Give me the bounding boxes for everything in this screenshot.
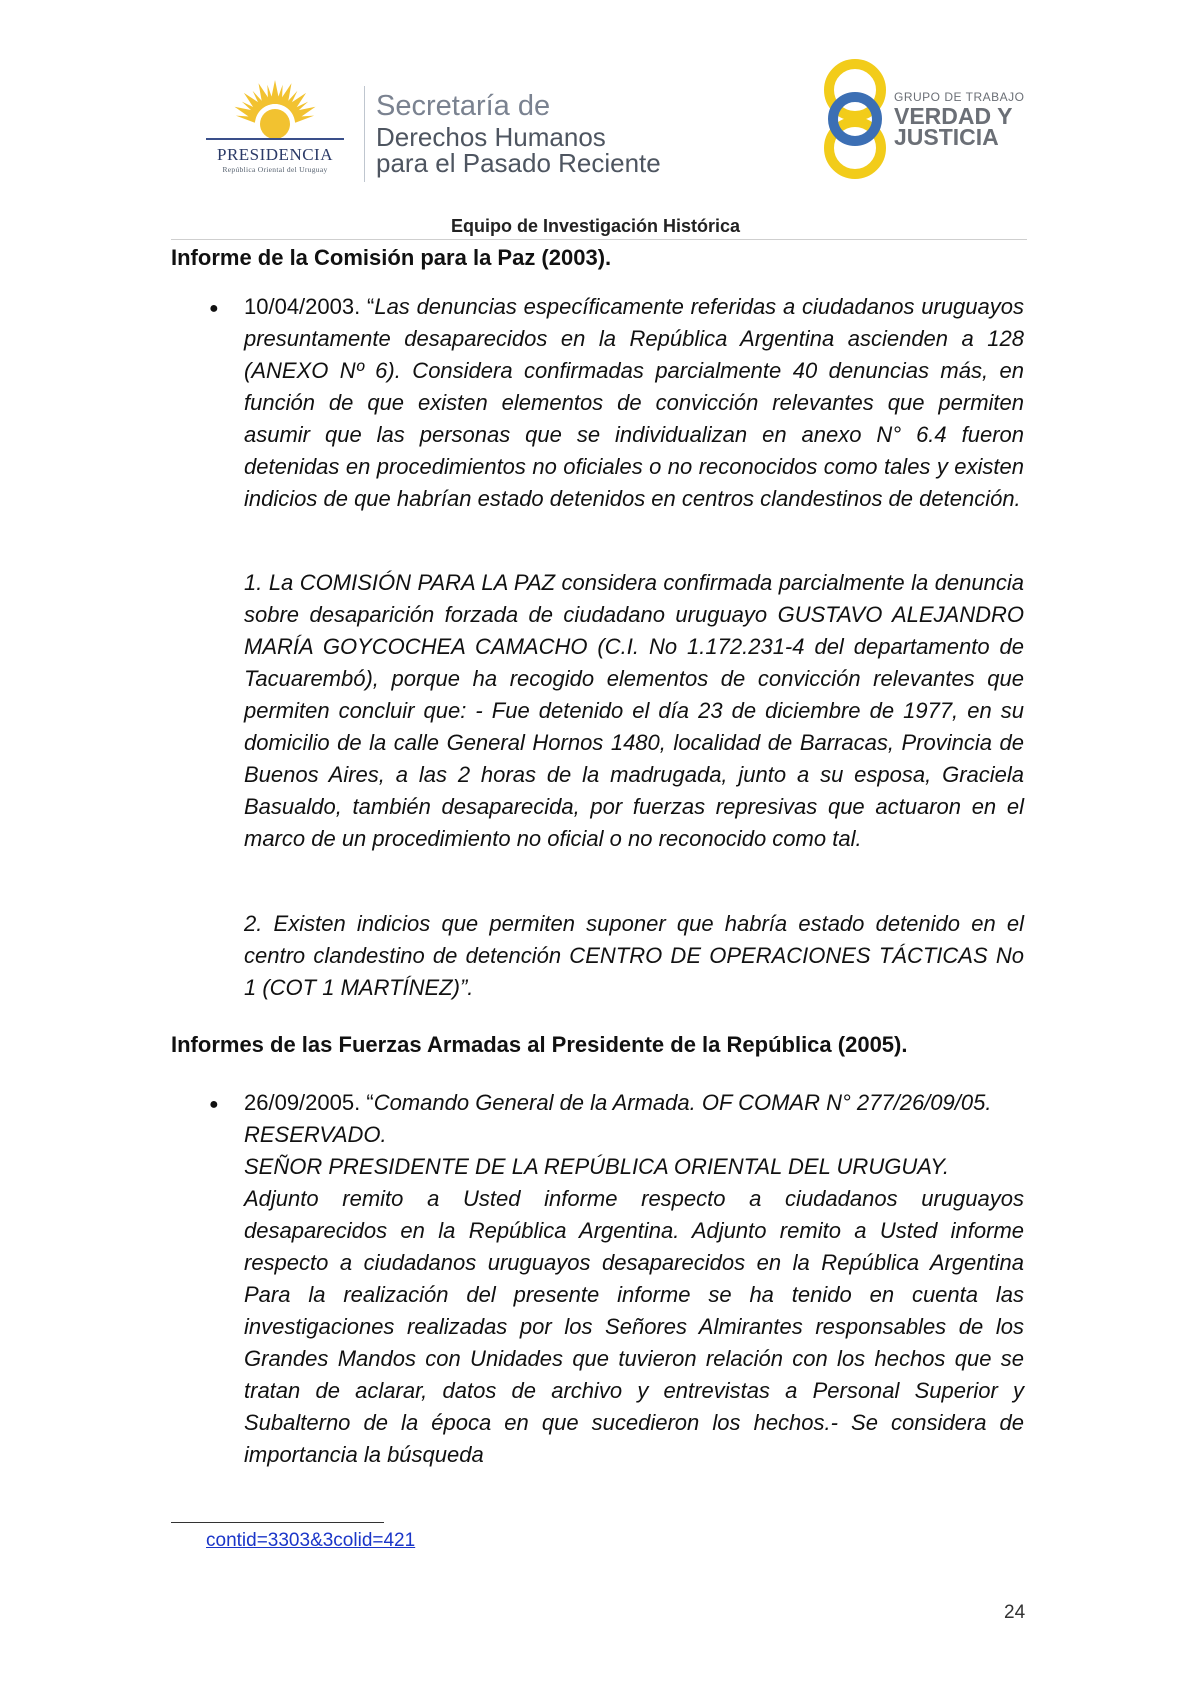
gtvj-line-3: JUSTICIA	[894, 124, 999, 150]
footnote-rule	[171, 1522, 384, 1523]
paragraph-text: 1. La COMISIÓN PARA LA PAZ considera confirmada parcialmente la denuncia sobre desaparición forzada de ciudadano uruguayo GUSTAVO ALEJANDRO MARÍA GOYCOCHEA CAMACHO (C.I. No 1.172.231-4 del departamento de Tacuarembó), porque ha recogido elementos de convicción relevantes que permiten concluir que: - Fue detenido el día 23 de diciembre de 1977, en su domicilio de la calle General Hornos 1480, localidad de Barracas, Provincia de Buenos Aires, a las 2 horas de la madrugada, junto a su esposa, Graciela Basualdo, también desaparecida, por fuerzas represivas que actuaron en el marco de un procedimiento no oficial o no reconocido como tal.	[244, 570, 1024, 851]
presidencia-name: PRESIDENCIA	[216, 145, 333, 164]
page-header	[0, 0, 1191, 236]
paragraph	[244, 291, 1024, 515]
team-title: Equipo de Investigación Histórica	[450, 216, 741, 236]
paragraph-text: Adjunto remito a Usted informe respecto a ciudadanos uruguayos desaparecidos en la República Argentina. Adjunto remito a Usted informe respecto a ciudadanos uruguayos desaparecidos en la República Argentina Para la realización del presente informe se ha tenido en cuenta las investigaciones realizadas por los Señores Almirantes responsables de los Grandes Mandos con Unidades que tuvieron relación con los hechos que se tratan de aclarar, datos de archivo y entrevistas a Personal Superior y Subalterno de la época en que sucedieron los hechos.- Se considera de importancia la búsqueda	[244, 1186, 1024, 1467]
gtvj-line-1: GRUPO DE TRABAJO	[894, 90, 1025, 104]
page-number: 24	[1004, 1602, 1026, 1623]
entry-date: 26/09/2005.	[244, 1090, 361, 1115]
paragraph	[244, 908, 1024, 1004]
paragraph	[244, 567, 1024, 855]
section-heading: Informe de la Comisión para la Paz (2003).	[171, 245, 612, 270]
quote-mark: “	[367, 294, 375, 319]
secretaria-line-3: para el Pasado Reciente	[376, 148, 661, 178]
entry-date: 10/04/2003.	[244, 294, 361, 319]
bullet-icon: ●	[209, 300, 219, 317]
header-rule	[171, 239, 1027, 240]
paragraph-text: SEÑOR PRESIDENTE DE LA REPÚBLICA ORIENTAL DEL URUGUAY.	[244, 1154, 950, 1179]
quote-mark: “	[366, 1090, 374, 1115]
verdad-justicia-rings-logo	[820, 58, 890, 180]
secretaria-line-1: Secretaría de	[376, 90, 551, 122]
paragraph-text: Comando General de la Armada. OF COMAR N° 277/26/09/05.	[373, 1090, 992, 1115]
bullet-icon: ●	[209, 1096, 219, 1113]
paragraph-text: RESERVADO.	[244, 1122, 387, 1147]
section-heading: Informes de las Fuerzas Armadas al Presidente de la República (2005).	[171, 1032, 908, 1057]
footnote-link[interactable]: contid=3303&3colid=421	[206, 1530, 416, 1551]
paragraph-text: Las denuncias específicamente referidas a ciudadanos uruguayos presuntamente desaparecidos en la República Argentina ascienden a 128 (ANEXO Nº 6). Considera confirmadas parcialmente 40 denuncias más, en función de que existen elementos de convicción relevantes que permiten asumir que las personas que se individualizan en anexo N° 6.4 fueron detenidas en procedimientos no oficiales o no reconocidos como tales y existen indicios de que habrían estado detenidos en centros clandestinos de detención.	[244, 294, 1024, 511]
paragraph	[244, 1087, 1024, 1471]
paragraph-text: 2. Existen indicios que permiten suponer que habría estado detenido en el centro clandestino de detención CENTRO DE OPERACIONES TÁCTICAS No 1 (COT 1 MARTÍNEZ)”.	[244, 911, 1024, 1000]
secretaria-line-2: Derechos Humanos	[376, 122, 606, 152]
presidencia-subtitle: República Oriental del Uruguay	[222, 165, 328, 174]
gtvj-line-2: VERDAD Y	[894, 103, 1013, 129]
logo-divider	[364, 86, 365, 182]
